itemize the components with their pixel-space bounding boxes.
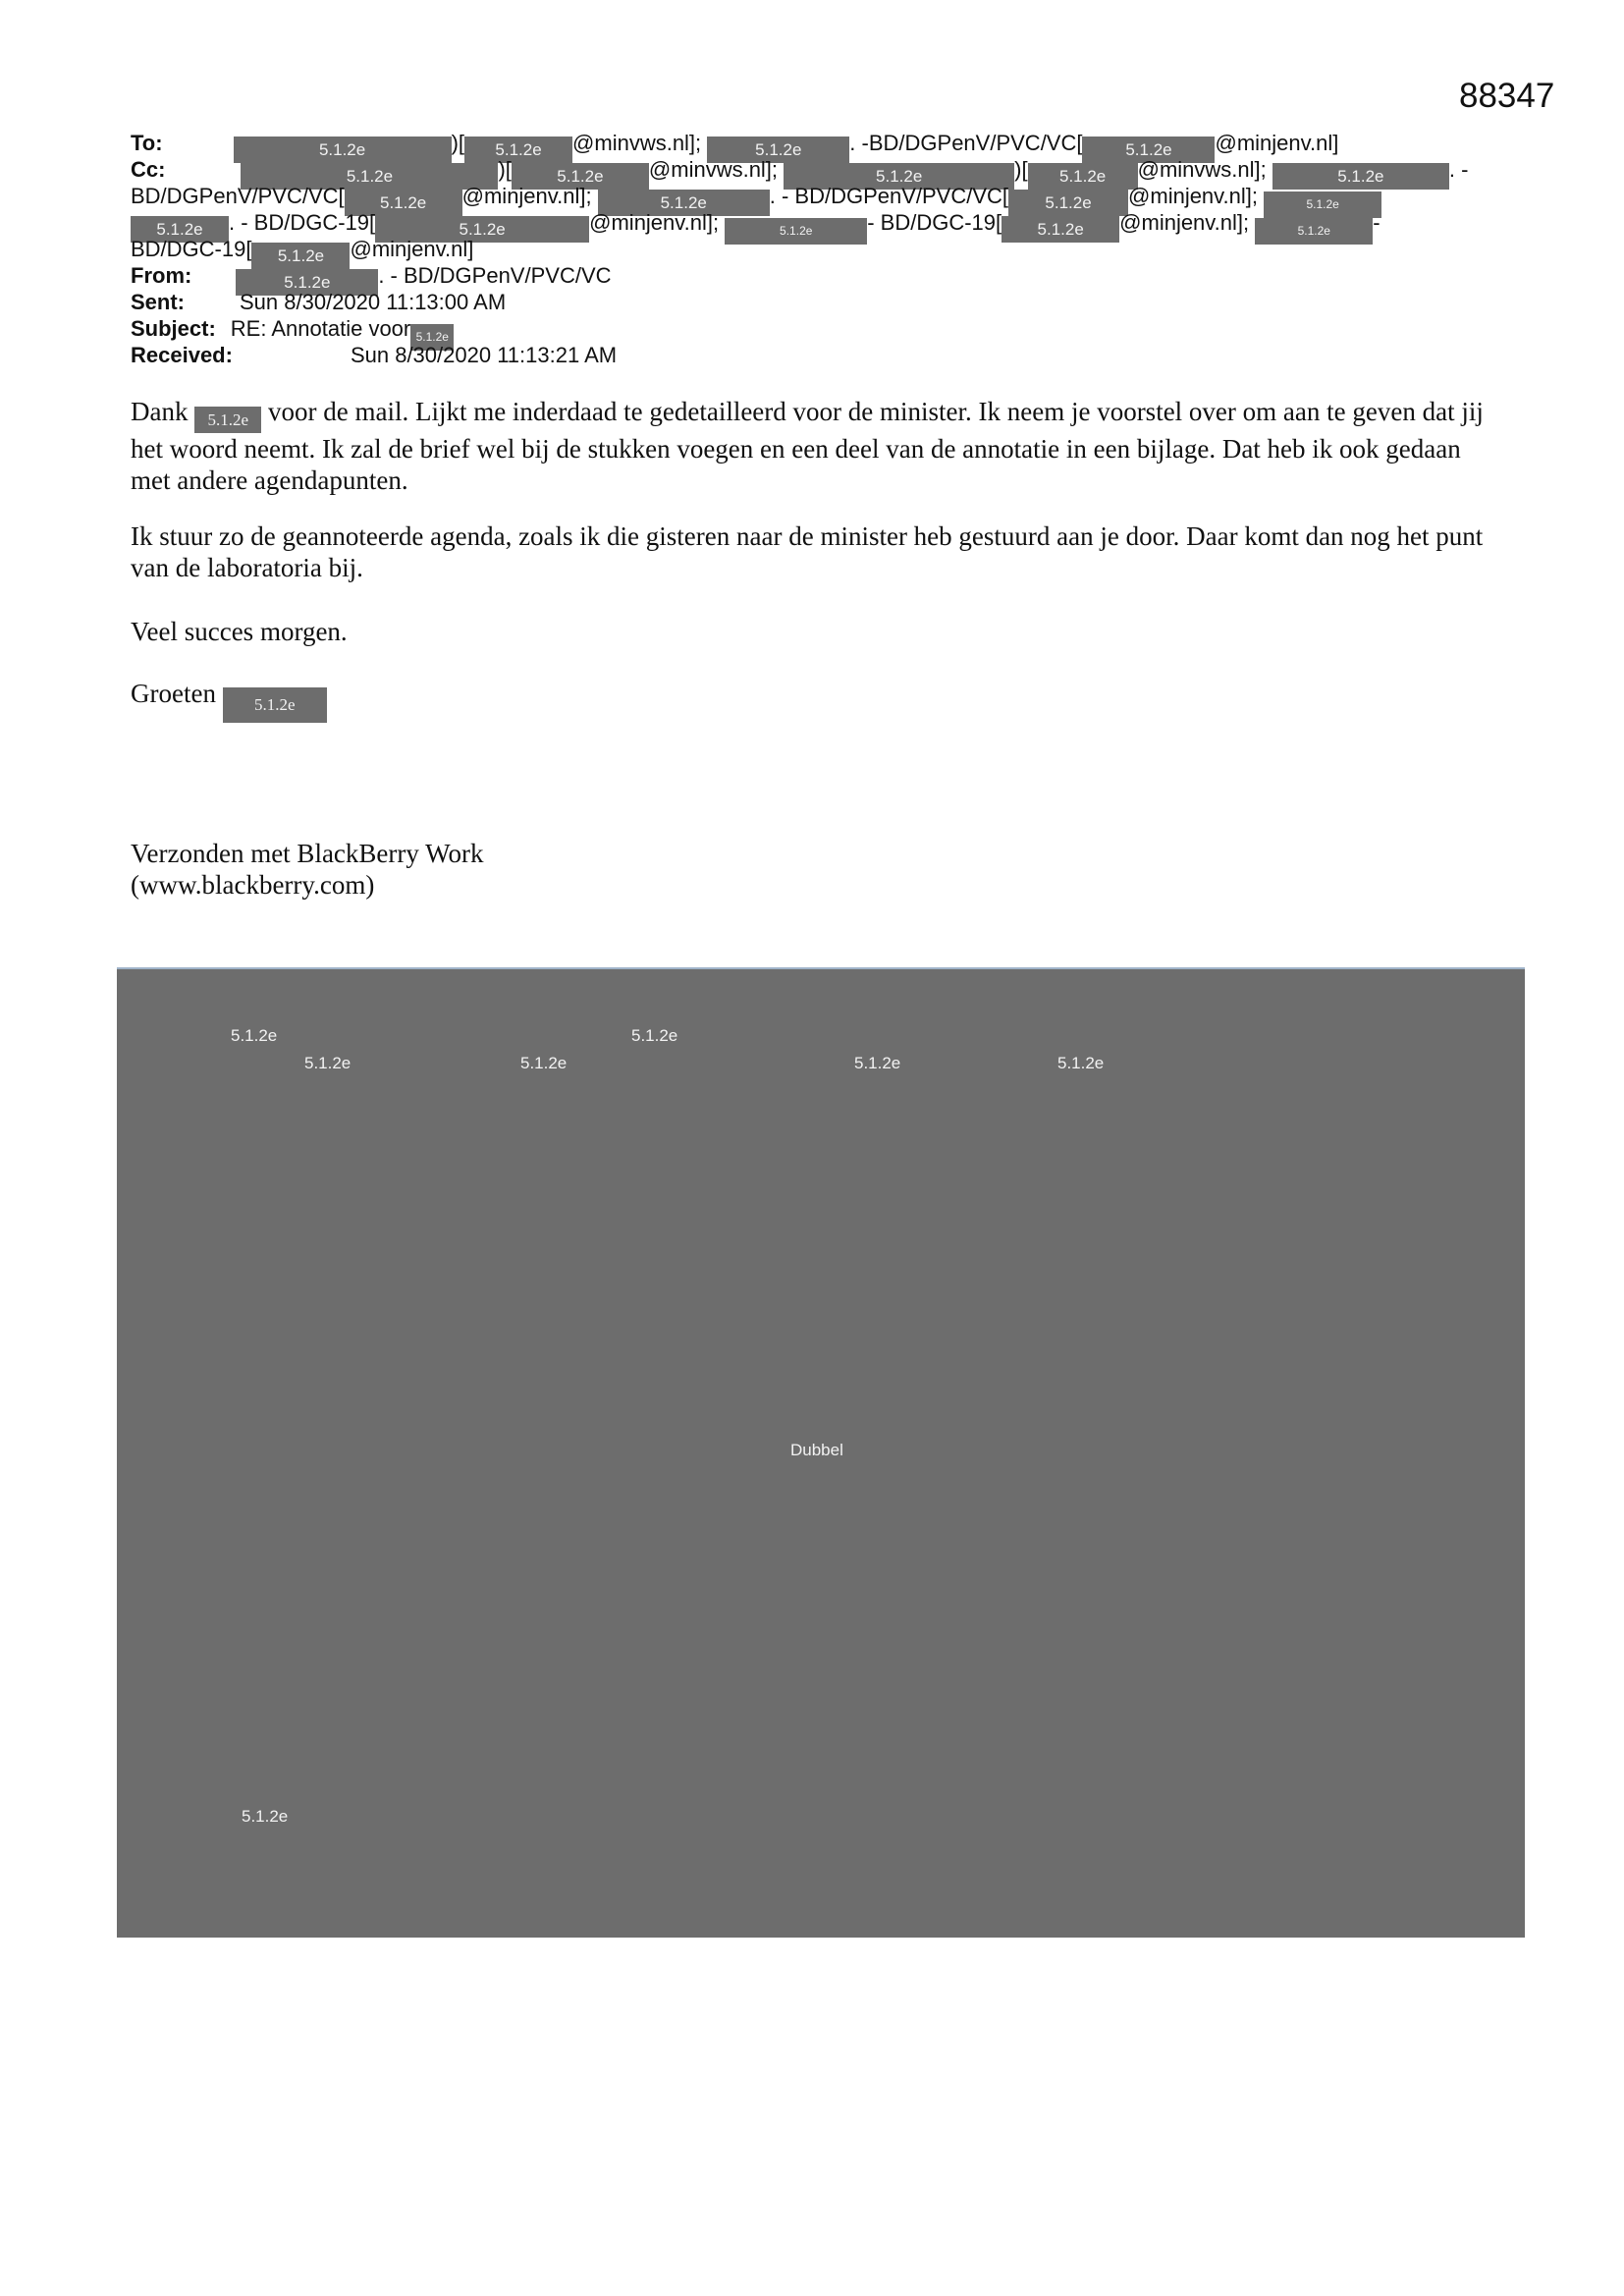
- redaction-label: 5.1.2e: [631, 1026, 678, 1045]
- cc-text: BD/DGPenV/PVC/VC[: [131, 184, 345, 208]
- subject-value: RE: Annotatie voor: [230, 316, 411, 341]
- redaction: 5.1.2e: [241, 163, 498, 190]
- redaction: 5.1.2e: [464, 137, 572, 163]
- body-paragraph: [131, 520, 1505, 583]
- redaction-label: 5.1.2e: [520, 1054, 568, 1072]
- to-text: @minvws.nl];: [572, 131, 702, 155]
- redaction-label: 5.1.2e: [304, 1054, 352, 1072]
- cc-text: )[: [1014, 157, 1028, 182]
- document-number: 88347: [1459, 77, 1555, 115]
- sent-value: Sun 8/30/2020 11:13:00 AM: [240, 290, 507, 314]
- redacted-block: [117, 967, 1525, 1938]
- to-text: )[: [451, 131, 465, 155]
- redaction: 5.1.2e: [1008, 190, 1128, 216]
- redaction: 5.1.2e: [1028, 163, 1138, 190]
- to-text: @minjenv.nl]: [1215, 131, 1339, 155]
- sent-line: [131, 289, 506, 315]
- received-line: [131, 342, 617, 368]
- redaction: 5.1.2e: [784, 163, 1014, 190]
- cc-text: @minjenv.nl];: [1119, 210, 1250, 235]
- to-text: . -BD/DGPenV/PVC/VC[: [849, 131, 1083, 155]
- cc-text: @minvws.nl];: [648, 157, 779, 182]
- from-label: From:: [131, 263, 192, 288]
- cc-text: . - BD/DGPenV/PVC/VC[: [769, 184, 1009, 208]
- redaction: 5.1.2e: [725, 218, 867, 245]
- greeting: [131, 678, 1505, 723]
- cc-label: Cc:: [131, 157, 166, 182]
- redaction: 5.1.2e: [1001, 216, 1119, 243]
- redaction: 5.1.2e: [512, 163, 649, 190]
- redaction: 5.1.2e: [707, 137, 849, 163]
- body-paragraph: [131, 396, 1505, 496]
- signature-line: (www.blackberry.com): [131, 870, 375, 900]
- redaction-label: 5.1.2e: [1057, 1054, 1105, 1072]
- redaction: 5.1.2e: [194, 407, 261, 433]
- cc-text: . - BD/DGC-19[: [229, 210, 376, 235]
- redaction-label: 5.1.2e: [231, 1026, 278, 1045]
- cc-text: . -: [1448, 157, 1469, 182]
- body-text: Groeten: [131, 679, 216, 708]
- redaction: 5.1.2e: [236, 269, 378, 296]
- received-label: Received:: [131, 343, 233, 367]
- body-text: Dank: [131, 397, 189, 426]
- sent-label: Sent:: [131, 290, 185, 314]
- body-text: Ik stuur zo de geannoteerde agenda, zoals ik die gisteren naar de minister heb gestuurd aan je door. Daar komt dan nog het punt van de laboratoria bij.: [131, 521, 1484, 582]
- cc-text: @minvws.nl];: [1137, 157, 1267, 182]
- redaction: 5.1.2e: [1082, 137, 1215, 163]
- cc-text: BD/DGC-19[: [131, 237, 252, 261]
- cc-text: @minjenv.nl]: [350, 237, 474, 261]
- cc-text: - BD/DGC-19[: [867, 210, 1002, 235]
- received-value: Sun 8/30/2020 11:13:21 AM: [350, 343, 618, 367]
- redaction: 5.1.2e: [410, 324, 454, 351]
- redaction-label: 5.1.2e: [242, 1807, 289, 1826]
- cc-text: )[: [498, 157, 512, 182]
- body-text: Veel succes morgen.: [131, 617, 348, 646]
- redaction: 5.1.2e: [131, 216, 229, 243]
- redaction: 5.1.2e: [251, 243, 350, 269]
- from-text: . - BD/DGPenV/PVC/VC: [378, 263, 612, 288]
- cc-text: @minjenv.nl];: [1128, 184, 1258, 208]
- signature: [131, 838, 1505, 901]
- redaction: 5.1.2e: [375, 216, 589, 243]
- body-text: voor de mail. Lijkt me inderdaad te gedetailleerd voor de minister. Ik neem je voorstel over om aan te geven dat jij het woord neemt. Ik zal de brief wel bij de stukken voegen en een deel van de annotatie in een bijlage. Dat heb ik ook gedaan met andere agendapunten.: [131, 397, 1484, 495]
- redaction-label: 5.1.2e: [854, 1054, 901, 1072]
- signature-line: Verzonden met BlackBerry Work: [131, 839, 484, 868]
- cc-text: @minjenv.nl];: [589, 210, 720, 235]
- redaction: 5.1.2e: [223, 687, 327, 723]
- redaction: 5.1.2e: [1264, 191, 1381, 218]
- duplicate-label: Dubbel: [790, 1441, 843, 1459]
- cc-text: -: [1373, 210, 1380, 235]
- redaction: 5.1.2e: [1255, 218, 1373, 245]
- cc-text: @minjenv.nl];: [461, 184, 592, 208]
- subject-label: Subject:: [131, 316, 216, 341]
- redaction: 5.1.2e: [598, 190, 770, 216]
- body-paragraph: [131, 616, 1505, 647]
- redaction: 5.1.2e: [1272, 163, 1449, 190]
- to-label: To:: [131, 131, 163, 155]
- redaction: 5.1.2e: [234, 137, 452, 163]
- redaction: 5.1.2e: [345, 190, 462, 216]
